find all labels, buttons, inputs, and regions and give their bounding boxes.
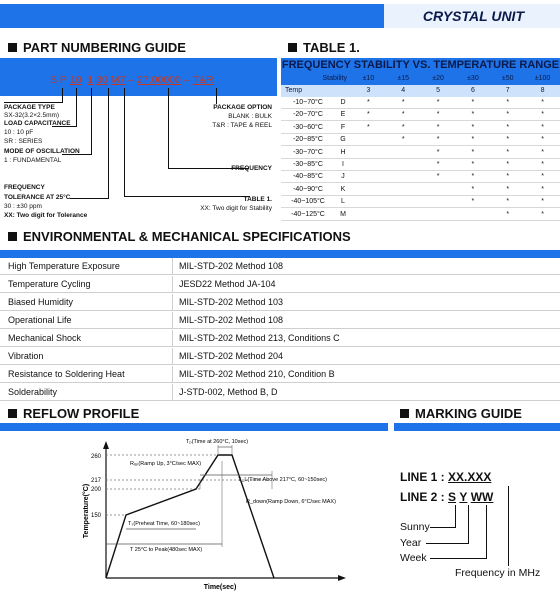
value-table1: XX: Two digit for Stability bbox=[200, 205, 272, 212]
temp-range: -30~60°C bbox=[293, 123, 323, 131]
marking-sunny: Sunny bbox=[400, 521, 430, 533]
stability-mark: * bbox=[506, 148, 510, 156]
table1-row bbox=[281, 184, 560, 196]
connector-line bbox=[4, 102, 63, 103]
value-load-cap-1: 10 : 10 pF bbox=[4, 129, 34, 136]
label-package-option: PACKAGE OPTION bbox=[213, 104, 272, 111]
stability-mark: * bbox=[541, 111, 544, 119]
label-frequency-right: FREQUENCY bbox=[231, 165, 272, 172]
stability-mark bbox=[351, 159, 386, 170]
ts-label: Tₛ(Preheat Time, 60~180sec) bbox=[128, 521, 200, 527]
marking-frequency: Frequency in MHz bbox=[455, 567, 541, 579]
value-po-2: T&R : TAPE & REEL bbox=[212, 122, 272, 129]
tl-label: T_L(Time Above 217°C, 60~150sec) bbox=[238, 477, 327, 483]
table1-row bbox=[281, 159, 560, 171]
table1-row bbox=[281, 196, 560, 208]
stability-mark: * bbox=[436, 111, 440, 119]
stability-mark: * bbox=[471, 185, 475, 193]
table1-stability-row: Stability ±10 ±15 ±20 ±30 ±50 ±100 bbox=[281, 73, 560, 85]
x-axis-arrow-icon bbox=[338, 575, 346, 581]
stability-mark bbox=[386, 209, 421, 220]
stability-mark: * bbox=[541, 136, 544, 144]
table1-row bbox=[281, 147, 560, 159]
stability-mark: * bbox=[471, 111, 475, 119]
table1-row bbox=[281, 171, 560, 183]
stability-mark: * bbox=[506, 136, 510, 144]
stability-mark: * bbox=[541, 198, 544, 206]
ytick-200: 200 bbox=[90, 487, 101, 493]
temp-range: -30~70°C bbox=[293, 148, 323, 156]
label-tolerance: TOLERANCE AT 25°C bbox=[4, 194, 71, 201]
stability-mark: * bbox=[401, 99, 405, 106]
env-test-name: High Temperature Exposure bbox=[0, 258, 173, 274]
header-bar bbox=[0, 0, 560, 32]
stability-mark bbox=[421, 209, 456, 220]
stability-mark: * bbox=[506, 173, 510, 181]
stability-mark: * bbox=[471, 161, 475, 168]
temp-range: -40~125°C bbox=[291, 210, 325, 218]
env-band bbox=[0, 250, 560, 258]
table1-row bbox=[281, 97, 560, 109]
page-title: CRYSTAL UNIT bbox=[384, 4, 560, 28]
env-test-name: Biased Humidity bbox=[0, 294, 173, 310]
temp-range: -40~85°C bbox=[293, 173, 323, 181]
connector-line bbox=[91, 88, 92, 154]
temp-range: -20~85°C bbox=[293, 136, 323, 144]
temp-code: F bbox=[340, 123, 346, 131]
env-test-name: Temperature Cycling bbox=[0, 276, 173, 292]
env-test-name: Mechanical Shock bbox=[0, 330, 173, 346]
env-heading: ENVIRONMENTAL & MECHANICAL SPECIFICATIONS bbox=[8, 229, 351, 244]
stability-mark bbox=[351, 134, 386, 145]
env-test-method: MIL-STD-202 Method 108 bbox=[179, 315, 284, 325]
stability-mark: * bbox=[367, 111, 370, 119]
bullet-square-icon bbox=[8, 43, 17, 52]
reflow-heading: REFLOW PROFILE bbox=[8, 406, 139, 421]
stability-mark bbox=[351, 196, 386, 207]
temp-range: -20~70°C bbox=[293, 111, 323, 119]
stability-mark: * bbox=[541, 185, 544, 193]
label-mode-oscillation: MODE OF OSCILLATION bbox=[4, 148, 80, 155]
temp-code: E bbox=[340, 111, 346, 119]
stability-mark: * bbox=[506, 210, 510, 218]
connector-line bbox=[168, 88, 169, 168]
part-numbering-heading: PART NUMBERING GUIDE bbox=[8, 40, 186, 55]
stability-mark: * bbox=[367, 123, 370, 131]
bullet-square-icon bbox=[8, 232, 17, 241]
marking-connector bbox=[486, 505, 487, 558]
stability-mark: * bbox=[506, 123, 510, 131]
stability-mark: * bbox=[541, 173, 544, 181]
marking-week: Week bbox=[400, 552, 427, 564]
stability-mark: * bbox=[401, 111, 405, 119]
env-row bbox=[0, 366, 560, 383]
temp-code: M bbox=[340, 210, 346, 218]
label-load-capacitance: LOAD CAPACITANCE bbox=[4, 120, 71, 127]
stability-mark: * bbox=[506, 161, 510, 168]
marking-connector bbox=[430, 558, 487, 559]
table1-row bbox=[281, 134, 560, 146]
connector-line bbox=[108, 88, 109, 198]
table1-row bbox=[281, 109, 560, 121]
connector-line bbox=[76, 88, 77, 126]
stability-mark: * bbox=[541, 148, 544, 156]
marking-connector bbox=[508, 486, 509, 566]
rdown-label: R_down(Ramp Down, 6°C/sec MAX) bbox=[246, 499, 336, 505]
temp-range: -30~85°C bbox=[293, 161, 323, 168]
marking-year: Year bbox=[400, 537, 422, 549]
stability-mark: * bbox=[401, 136, 405, 144]
env-test-method: MIL-STD-202 Method 210, Condition B bbox=[179, 369, 335, 379]
stability-mark: * bbox=[506, 99, 510, 106]
marking-connector bbox=[468, 505, 469, 543]
env-test-method: MIL-STD-202 Method 103 bbox=[179, 297, 284, 307]
temp-range: -40~90°C bbox=[293, 185, 323, 193]
temp-range: -40~105°C bbox=[291, 198, 325, 206]
table1-code-row: Temp 3 4 5 6 7 8 bbox=[281, 85, 560, 97]
stability-mark bbox=[455, 209, 490, 220]
stability-mark: * bbox=[471, 99, 475, 106]
env-row bbox=[0, 330, 560, 347]
stability-mark: * bbox=[541, 161, 544, 168]
header-blue-strip bbox=[0, 4, 378, 28]
temp-code: G bbox=[340, 136, 346, 144]
label-tolerance-xx: XX: Two digit for Tolerance bbox=[4, 212, 88, 219]
stability-mark: * bbox=[471, 148, 475, 156]
marking-connector bbox=[426, 543, 469, 544]
reflow-profile-chart bbox=[0, 431, 388, 594]
value-load-cap-2: SR : SERIES bbox=[4, 138, 43, 145]
stability-mark: * bbox=[506, 111, 510, 119]
table1-row bbox=[281, 209, 560, 221]
marking-connector bbox=[455, 505, 456, 527]
connector-line bbox=[124, 88, 125, 196]
bullet-square-icon bbox=[400, 409, 409, 418]
stability-mark bbox=[421, 196, 456, 207]
stability-mark bbox=[421, 184, 456, 195]
stability-mark bbox=[351, 209, 386, 220]
value-po-1: BLANK : BULK bbox=[228, 113, 272, 120]
env-test-method: JESD22 Method JA-104 bbox=[179, 279, 276, 289]
env-row bbox=[0, 384, 560, 401]
value-tolerance: 30 : ±30 ppm bbox=[4, 203, 42, 210]
temp-code: H bbox=[340, 148, 346, 156]
env-row bbox=[0, 258, 560, 275]
t25-label: T 25°C to Peak(480sec MAX) bbox=[130, 547, 203, 553]
marking-line2: LINE 2 : S Y WW bbox=[400, 490, 494, 504]
stability-mark: * bbox=[436, 123, 440, 131]
env-test-name: Vibration bbox=[0, 348, 173, 364]
stability-mark: * bbox=[506, 198, 510, 206]
reflow-curve bbox=[106, 455, 274, 578]
env-row bbox=[0, 276, 560, 293]
marking-line1: LINE 1 : XX.XXX bbox=[400, 470, 492, 484]
temp-range: -10~70°C bbox=[293, 99, 323, 106]
table1-row bbox=[281, 122, 560, 134]
stability-mark bbox=[386, 171, 421, 182]
stability-mark: * bbox=[436, 173, 440, 181]
y-axis-arrow-icon bbox=[103, 441, 109, 449]
stability-mark: * bbox=[367, 99, 370, 106]
marking-band bbox=[394, 423, 560, 431]
stability-mark bbox=[386, 147, 421, 158]
stability-mark: * bbox=[436, 161, 440, 168]
temp-code: D bbox=[340, 99, 346, 106]
env-row bbox=[0, 348, 560, 365]
connector-line bbox=[216, 88, 217, 104]
part-number-code: S P 10 1 30 M7 – 27.00000 – T&R bbox=[50, 74, 214, 86]
value-mode: 1 : FUNDAMENTAL bbox=[4, 157, 62, 164]
stability-mark: * bbox=[471, 136, 475, 144]
tp-label: Tₚ(Time at 260°C, 10sec) bbox=[186, 439, 249, 445]
temp-code: K bbox=[340, 185, 346, 193]
stability-mark: * bbox=[471, 173, 475, 181]
env-row bbox=[0, 312, 560, 329]
marking-heading: MARKING GUIDE bbox=[400, 406, 522, 421]
temp-code: J bbox=[341, 173, 345, 181]
env-test-name: Operational Life bbox=[0, 312, 173, 328]
table1-title: FREQUENCY STABILITY VS. TEMPERATURE RANGE bbox=[281, 59, 560, 71]
ytick-150: 150 bbox=[90, 513, 101, 519]
stability-mark: * bbox=[436, 148, 440, 156]
stability-mark bbox=[351, 184, 386, 195]
env-test-method: MIL-STD-202 Method 213, Conditions C bbox=[179, 333, 340, 343]
stability-mark: * bbox=[436, 99, 440, 106]
reflow-xlabel: Time(sec) bbox=[203, 584, 237, 591]
temp-code: L bbox=[341, 198, 345, 206]
stability-mark bbox=[351, 147, 386, 158]
stability-mark: * bbox=[401, 123, 405, 131]
connector-line bbox=[70, 198, 109, 199]
stability-mark bbox=[386, 184, 421, 195]
stability-mark: * bbox=[436, 136, 440, 144]
stability-mark: * bbox=[541, 123, 544, 131]
env-test-method: MIL-STD-202 Method 108 bbox=[179, 261, 284, 271]
reflow-band bbox=[0, 423, 388, 431]
temp-code: I bbox=[342, 161, 344, 168]
label-table1: TABLE 1. bbox=[243, 196, 272, 203]
stability-mark: * bbox=[471, 198, 475, 206]
env-row bbox=[0, 294, 560, 311]
stability-mark: * bbox=[506, 185, 510, 193]
stability-mark: * bbox=[471, 123, 475, 131]
table1-heading: TABLE 1. bbox=[288, 40, 360, 55]
stability-mark bbox=[386, 159, 421, 170]
env-test-method: MIL-STD-202 Method 204 bbox=[179, 351, 284, 361]
stability-mark: * bbox=[541, 99, 544, 106]
ytick-260: 260 bbox=[90, 454, 101, 460]
label-package-type: PACKAGE TYPE bbox=[4, 104, 55, 111]
ytick-217: 217 bbox=[90, 478, 101, 484]
stability-mark: * bbox=[541, 210, 544, 218]
marking-connector bbox=[430, 527, 456, 528]
stability-mark bbox=[351, 171, 386, 182]
bullet-square-icon bbox=[288, 43, 297, 52]
reflow-ylabel: Temperature(°C) bbox=[83, 483, 90, 539]
env-test-name: Solderability bbox=[0, 384, 173, 400]
value-package-type: SX-32(3.2×2.5mm) bbox=[4, 112, 60, 119]
rup-label: Rᵤₚ(Ramp Up, 3°C/sec MAX) bbox=[130, 461, 202, 467]
label-frequency-left: FREQUENCY bbox=[4, 184, 45, 191]
connector-line bbox=[62, 88, 63, 102]
stability-mark bbox=[386, 196, 421, 207]
env-test-method: J-STD-002, Method B, D bbox=[179, 387, 278, 397]
env-test-name: Resistance to Soldering Heat bbox=[0, 366, 173, 382]
bullet-square-icon bbox=[8, 409, 17, 418]
